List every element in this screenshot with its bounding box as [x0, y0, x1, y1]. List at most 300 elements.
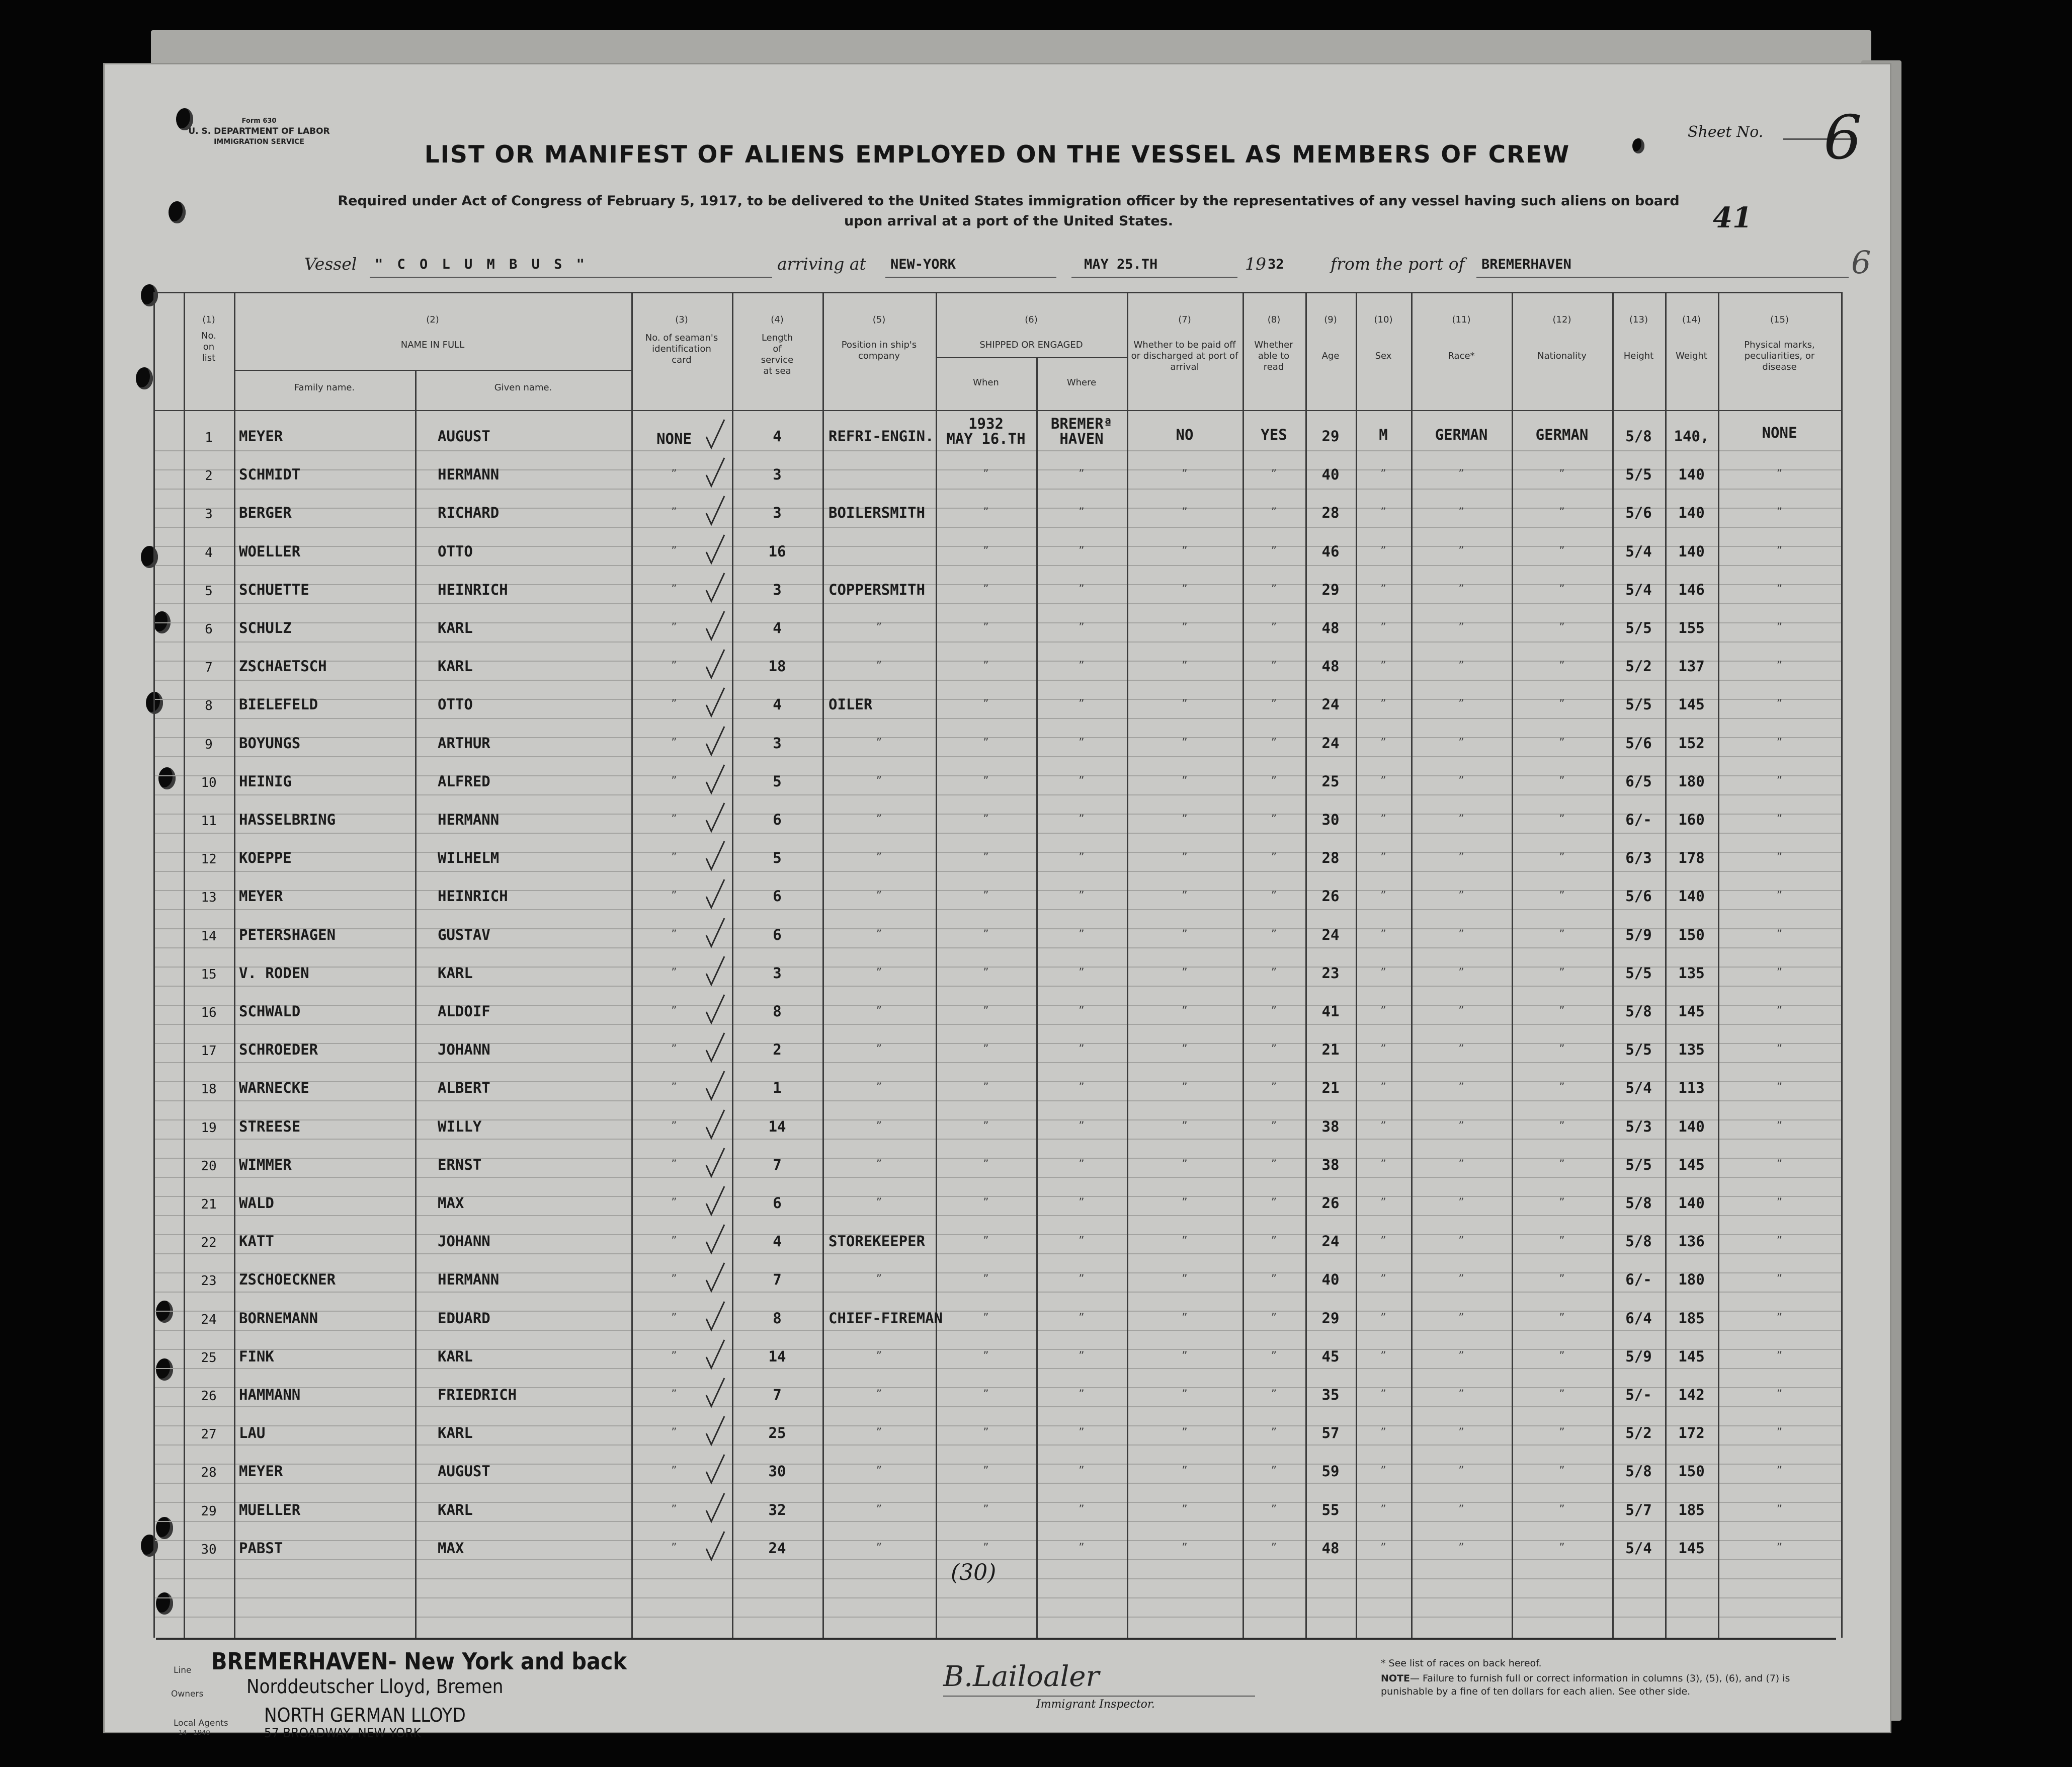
- family-name: HASSELBRING: [239, 811, 336, 828]
- row-rule: [153, 756, 1841, 757]
- weight: 180: [1678, 1271, 1705, 1288]
- row-rule: [153, 1483, 1841, 1484]
- punch-hole: [169, 201, 186, 223]
- ditto-mark: ”: [1559, 1542, 1565, 1554]
- age: 55: [1321, 1501, 1340, 1518]
- sheet-number: 6: [1824, 103, 1862, 173]
- ditto-mark: ”: [1776, 1312, 1783, 1324]
- age: 25: [1321, 773, 1340, 790]
- given-name: JOHANN: [438, 1041, 490, 1058]
- row-rule: [153, 680, 1841, 681]
- col7-number: (7): [1178, 314, 1191, 325]
- height: 5/-: [1625, 1386, 1652, 1403]
- ditto-mark: ”: [1182, 545, 1188, 557]
- ditto-mark: ”: [1182, 1043, 1188, 1056]
- ditto-mark: ”: [1380, 621, 1386, 634]
- given-name: ERNST: [438, 1156, 482, 1173]
- service-length: 4: [773, 1233, 782, 1250]
- weight: 150: [1678, 926, 1705, 943]
- corner-mark: 6: [1851, 244, 1871, 281]
- ditto-mark: ”: [671, 660, 677, 672]
- ditto-mark: ”: [1559, 1081, 1565, 1094]
- weight: 140: [1678, 466, 1705, 483]
- punch-hole: [141, 1535, 158, 1557]
- ditto-mark: ”: [1271, 1426, 1277, 1439]
- position-in-company: ”: [876, 1120, 882, 1133]
- age: 23: [1321, 965, 1340, 982]
- ditto-mark: ”: [1559, 698, 1565, 710]
- col4-header: [732, 314, 822, 377]
- ditto-mark: ”: [671, 506, 677, 519]
- family-name: ZSCHOECKNER: [239, 1271, 336, 1288]
- col11-label: Race*: [1448, 351, 1475, 361]
- col14-number: (14): [1682, 314, 1701, 325]
- height: 5/5: [1625, 965, 1652, 982]
- ditto-mark: ”: [1776, 1503, 1783, 1516]
- ditto-mark: ”: [1271, 1312, 1277, 1324]
- row-number: 2: [205, 468, 213, 484]
- age: 29: [1321, 581, 1340, 598]
- year-prefix: 19: [1245, 254, 1266, 274]
- ditto-mark: ”: [671, 1388, 677, 1401]
- service-length: 6: [773, 926, 782, 943]
- year-suffix: 32: [1268, 257, 1284, 272]
- age: 28: [1321, 504, 1340, 521]
- family-name: ZSCHAETSCH: [239, 658, 327, 675]
- weight: 135: [1678, 1041, 1705, 1058]
- position-in-company: CHIEF-FIREMAN: [828, 1310, 943, 1327]
- weight: 140: [1678, 1194, 1705, 1212]
- position-in-company: ”: [876, 660, 882, 672]
- age: 24: [1321, 926, 1340, 943]
- ditto-mark: ”: [1271, 660, 1277, 672]
- arrival-port: NEW-YORK: [890, 257, 956, 272]
- col6-label: SHIPPED OR ENGAGED: [979, 340, 1083, 350]
- ditto-mark: ”: [983, 1005, 989, 1017]
- ditto-mark: ”: [1559, 1043, 1565, 1056]
- arriving-label: arriving at: [777, 254, 866, 274]
- ditto-mark: ”: [1271, 851, 1277, 864]
- shipped-year: 1932: [968, 415, 1004, 432]
- given-name: EDUARD: [438, 1310, 490, 1327]
- col10-label: Sex: [1375, 351, 1392, 361]
- age: 46: [1321, 543, 1340, 560]
- table-top-border: [153, 292, 1841, 293]
- ditto-mark: ”: [1079, 1426, 1085, 1439]
- ditto-mark: ”: [1380, 1081, 1386, 1094]
- age: 24: [1321, 735, 1340, 752]
- ditto-mark: ”: [671, 1043, 677, 1056]
- row-number: 16: [201, 1005, 217, 1020]
- col5-header: [822, 314, 936, 362]
- row-number: 14: [201, 929, 217, 944]
- inspector-signature: B.Lailoaler: [943, 1660, 1100, 1693]
- line-value: BREMERHAVEN- New York and back: [211, 1648, 627, 1675]
- row-number: 24: [201, 1312, 217, 1327]
- ditto-mark: ”: [1380, 928, 1386, 941]
- ditto-mark: ”: [1271, 468, 1277, 480]
- service-length: 3: [773, 581, 782, 598]
- manifest-title: LIST OR MANIFEST OF ALIENS EMPLOYED ON THE VESSEL AS MEMBERS OF CREW: [424, 141, 1570, 169]
- ditto-mark: ”: [671, 737, 677, 749]
- ditto-mark: ”: [1380, 698, 1386, 710]
- height: 5/6: [1625, 504, 1652, 521]
- row-rule: [153, 1215, 1841, 1216]
- ditto-mark: ”: [983, 468, 989, 480]
- row-rule: [153, 1617, 1841, 1618]
- weight: 136: [1678, 1233, 1705, 1250]
- service-length: 3: [773, 965, 782, 982]
- ditto-mark: ”: [1559, 583, 1565, 596]
- position-in-company: ”: [876, 1465, 882, 1477]
- ditto-mark: ”: [1776, 1388, 1783, 1401]
- ditto-mark: ”: [1079, 1312, 1085, 1324]
- family-name: BERGER: [239, 504, 292, 521]
- ditto-mark: ”: [671, 621, 677, 634]
- row-number: 23: [201, 1273, 217, 1289]
- ditto-mark: ”: [671, 928, 677, 941]
- given-name: RICHARD: [438, 504, 500, 521]
- punch-hole: [136, 367, 153, 389]
- ditto-mark: ”: [983, 1235, 989, 1247]
- position-in-company: BOILERSMITH: [828, 504, 926, 521]
- ditto-mark: ”: [1776, 698, 1783, 710]
- height: 5/9: [1625, 1348, 1652, 1365]
- ditto-mark: ”: [1559, 775, 1565, 787]
- row-rule: [153, 718, 1841, 719]
- family-name: STREESE: [239, 1118, 301, 1135]
- age: 48: [1321, 1540, 1340, 1557]
- ditto-mark: ”: [1559, 1426, 1565, 1439]
- ditto-mark: ”: [1380, 545, 1386, 557]
- row-rule: [153, 794, 1841, 795]
- ditto-mark: ”: [1079, 660, 1085, 672]
- ditto-mark: ”: [1182, 1273, 1188, 1286]
- family-name: MEYER: [239, 428, 283, 445]
- col6-header: [936, 314, 1127, 351]
- ditto-mark: ”: [1380, 851, 1386, 864]
- agents-value-1: NORTH GERMAN LLOYD: [264, 1704, 466, 1726]
- service-length: 1: [773, 1079, 782, 1096]
- ditto-mark: ”: [1559, 1350, 1565, 1362]
- age: 40: [1321, 466, 1340, 483]
- shipped-date: MAY 16.TH: [946, 430, 1026, 447]
- col10-number: (10): [1374, 314, 1393, 325]
- ditto-mark: ”: [1380, 1120, 1386, 1133]
- ditto-mark: ”: [671, 1120, 677, 1133]
- row-rule: [153, 1559, 1841, 1560]
- row-rule: [153, 527, 1841, 528]
- date-underline: [1071, 277, 1237, 278]
- family-name: BIELEFELD: [239, 696, 318, 713]
- col6-number: (6): [1025, 314, 1038, 325]
- from-port-underline: [1476, 277, 1849, 278]
- row-number: 10: [201, 775, 217, 790]
- from-port-label: from the port of: [1331, 254, 1465, 274]
- position-in-company: ”: [876, 1426, 882, 1439]
- ditto-mark: ”: [1079, 928, 1085, 941]
- ditto-mark: ”: [1079, 1196, 1085, 1209]
- ditto-mark: ”: [1559, 737, 1565, 749]
- ditto-mark: ”: [671, 1081, 677, 1094]
- row-rule: [153, 1368, 1841, 1369]
- service-length: 7: [773, 1156, 782, 1173]
- ditto-mark: ”: [1271, 1465, 1277, 1477]
- family-name: SCHMIDT: [239, 466, 301, 483]
- form-service: IMMIGRATION SERVICE: [214, 138, 304, 146]
- given-name: KARL: [438, 1501, 473, 1518]
- ditto-mark: ”: [1776, 621, 1783, 634]
- ditto-mark: ”: [1271, 775, 1277, 787]
- position-in-company: ”: [876, 775, 882, 787]
- ditto-mark: ”: [1182, 737, 1188, 749]
- row-number: 22: [201, 1235, 217, 1250]
- ditto-mark: ”: [1776, 1158, 1783, 1171]
- row-rule: [153, 565, 1841, 566]
- ditto-mark: ”: [1079, 506, 1085, 519]
- race-value: GERMAN: [1435, 426, 1488, 443]
- weight: 180: [1678, 773, 1705, 790]
- ditto-mark: ”: [983, 1043, 989, 1056]
- manifest-sheet: [103, 63, 1891, 1741]
- ditto-mark: ”: [983, 851, 989, 864]
- ditto-mark: ”: [671, 813, 677, 826]
- race-note: * See list of races on back hereof.: [1381, 1658, 1542, 1669]
- vessel-label: Vessel: [304, 254, 357, 274]
- ditto-mark: ”: [1182, 1235, 1188, 1247]
- ditto-mark: ”: [1182, 1350, 1188, 1362]
- ditto-mark: ”: [1271, 506, 1277, 519]
- family-name: LAU: [239, 1424, 266, 1441]
- row-number: 1: [205, 430, 213, 445]
- ditto-mark: ”: [1458, 813, 1464, 826]
- ditto-mark: ”: [1380, 967, 1386, 979]
- family-name: WIMMER: [239, 1156, 292, 1173]
- col13-label: Height: [1623, 351, 1654, 361]
- position-in-company: ”: [876, 851, 882, 864]
- ditto-mark: ”: [1458, 506, 1464, 519]
- ditto-mark: ”: [1776, 890, 1783, 902]
- ditto-mark: ”: [1079, 1503, 1085, 1516]
- ditto-mark: ”: [1776, 1043, 1783, 1056]
- ditto-mark: ”: [671, 1158, 677, 1171]
- able-to-read-value: YES: [1261, 426, 1287, 443]
- page-mark: 41: [1713, 201, 1752, 234]
- row-rule: [153, 871, 1841, 872]
- family-name: BORNEMANN: [239, 1310, 318, 1327]
- ditto-mark: ”: [983, 621, 989, 634]
- ditto-mark: ”: [1079, 1043, 1085, 1056]
- ditto-mark: ”: [1182, 1426, 1188, 1439]
- age: 28: [1321, 849, 1340, 866]
- row-rule: [153, 1177, 1841, 1178]
- ditto-mark: ”: [1182, 468, 1188, 480]
- col12-label: Nationality: [1537, 351, 1587, 361]
- ditto-mark: ”: [1079, 1081, 1085, 1094]
- ditto-mark: ”: [1182, 851, 1188, 864]
- punch-hole: [156, 1358, 173, 1381]
- ditto-mark: ”: [983, 698, 989, 710]
- ditto-mark: ”: [1380, 1005, 1386, 1017]
- form-number: Form 630: [241, 117, 277, 125]
- weight: 172: [1678, 1424, 1705, 1441]
- col2-label: NAME IN FULL: [400, 340, 465, 350]
- row-number: 20: [201, 1159, 217, 1174]
- ditto-mark: ”: [1458, 698, 1464, 710]
- col8-number: (8): [1267, 314, 1281, 325]
- row-number: 15: [201, 967, 217, 982]
- age: 41: [1321, 1003, 1340, 1020]
- col4-number: (4): [771, 314, 784, 325]
- ditto-mark: ”: [1182, 660, 1188, 672]
- ditto-mark: ”: [1380, 583, 1386, 596]
- col1-label: No. on list: [201, 331, 216, 363]
- ditto-mark: ”: [1079, 1273, 1085, 1286]
- ditto-mark: ”: [1271, 1388, 1277, 1401]
- row-number: 17: [201, 1043, 217, 1059]
- column-rule: [153, 292, 155, 1638]
- col15-number: (15): [1770, 314, 1789, 325]
- height: 5/8: [1625, 1463, 1652, 1480]
- ditto-mark: ”: [1271, 1043, 1277, 1056]
- ditto-mark: ”: [1458, 851, 1464, 864]
- ditto-mark: ”: [1079, 967, 1085, 979]
- height: 5/2: [1625, 1424, 1652, 1441]
- position-in-company: ”: [876, 890, 882, 902]
- ditto-mark: ”: [671, 1542, 677, 1554]
- col1-header: [184, 314, 234, 364]
- weight: 145: [1678, 1348, 1705, 1365]
- ditto-mark: ”: [1380, 1043, 1386, 1056]
- ditto-mark: ”: [983, 1388, 989, 1401]
- family-name: SCHUETTE: [239, 581, 309, 598]
- weight: 145: [1678, 1540, 1705, 1557]
- given-name: AUGUST: [438, 428, 490, 445]
- row-rule: [153, 1578, 1841, 1579]
- ditto-mark: ”: [1458, 1503, 1464, 1516]
- ditto-mark: ”: [983, 1350, 989, 1362]
- given-name: JOHANN: [438, 1233, 490, 1250]
- form-department: U. S. DEPARTMENT OF LABOR: [188, 126, 330, 136]
- service-length: 5: [773, 849, 782, 866]
- ditto-mark: ”: [1271, 545, 1277, 557]
- when-header: When: [973, 377, 999, 388]
- given-name: GUSTAV: [438, 926, 490, 943]
- ditto-mark: ”: [1182, 1465, 1188, 1477]
- ditto-mark: ”: [671, 698, 677, 710]
- ditto-mark: ”: [1458, 967, 1464, 979]
- given-name: KARL: [438, 1348, 473, 1365]
- ditto-mark: ”: [1182, 1120, 1188, 1133]
- ditto-mark: ”: [1271, 1542, 1277, 1554]
- ditto-mark: ”: [1182, 1503, 1188, 1516]
- service-length: 4: [773, 696, 782, 713]
- position-in-company: ”: [876, 621, 882, 634]
- ditto-mark: ”: [1776, 545, 1783, 557]
- given-name: MAX: [438, 1194, 464, 1212]
- ditto-mark: ”: [1458, 737, 1464, 749]
- weight: 152: [1678, 735, 1705, 752]
- ditto-mark: ”: [1271, 583, 1277, 596]
- service-length: 7: [773, 1386, 782, 1403]
- position-in-company: ”: [876, 813, 882, 826]
- col13-header: [1612, 314, 1665, 362]
- family-name: SCHROEDER: [239, 1041, 318, 1058]
- ditto-mark: ”: [983, 1196, 989, 1209]
- age: 26: [1321, 1194, 1340, 1212]
- ditto-mark: ”: [671, 1273, 677, 1286]
- row-rule: [153, 1253, 1841, 1254]
- age: 45: [1321, 1348, 1340, 1365]
- height: 5/5: [1625, 696, 1652, 713]
- note-label: NOTE: [1381, 1673, 1410, 1684]
- position-in-company: ”: [876, 1158, 882, 1171]
- ditto-mark: ”: [1776, 928, 1783, 941]
- ditto-mark: ”: [1776, 1081, 1783, 1094]
- weight: 155: [1678, 619, 1705, 636]
- ditto-mark: ”: [1458, 1005, 1464, 1017]
- header-bottom-border: [153, 410, 1841, 411]
- weight: 113: [1678, 1079, 1705, 1096]
- age: 21: [1321, 1041, 1340, 1058]
- age: 38: [1321, 1156, 1340, 1173]
- row-rule: [153, 603, 1841, 604]
- ditto-mark: ”: [1271, 1235, 1277, 1247]
- ditto-mark: ”: [1380, 1426, 1386, 1439]
- age: 48: [1321, 619, 1340, 636]
- ditto-mark: ”: [1182, 1081, 1188, 1094]
- ditto-mark: ”: [1079, 698, 1085, 710]
- ditto-mark: ”: [1271, 737, 1277, 749]
- family-name: HAMMANN: [239, 1386, 301, 1403]
- ditto-mark: ”: [1559, 1503, 1565, 1516]
- ditto-mark: ”: [1182, 1005, 1188, 1017]
- age: 38: [1321, 1118, 1340, 1135]
- ditto-mark: ”: [983, 928, 989, 941]
- family-name: WARNECKE: [239, 1079, 309, 1096]
- ditto-mark: ”: [671, 890, 677, 902]
- ditto-mark: ”: [1458, 660, 1464, 672]
- family-name: MEYER: [239, 888, 283, 905]
- col9-label: Age: [1321, 351, 1340, 361]
- ditto-mark: ”: [671, 1312, 677, 1324]
- ditto-mark: ”: [1458, 928, 1464, 941]
- ditto-mark: ”: [671, 1350, 677, 1362]
- position-in-company: ”: [876, 1350, 882, 1362]
- ditto-mark: ”: [1559, 1196, 1565, 1209]
- position-in-company: ”: [876, 1542, 882, 1554]
- weight: 178: [1678, 849, 1705, 866]
- ditto-mark: ”: [1380, 660, 1386, 672]
- col10-header: [1356, 314, 1411, 362]
- ditto-mark: ”: [1182, 967, 1188, 979]
- shipped-where-line2: HAVEN: [1059, 430, 1104, 447]
- col7-label: Whether to be paid off or discharged at port of arrival: [1131, 340, 1238, 372]
- ditto-mark: ”: [1559, 468, 1565, 480]
- family-name: HEINIG: [239, 773, 292, 790]
- paid-off-value: NO: [1176, 426, 1194, 443]
- service-length: 14: [768, 1348, 786, 1365]
- row-rule: [153, 1330, 1841, 1331]
- height: 5/4: [1625, 543, 1652, 560]
- punch-hole: [156, 1592, 173, 1615]
- weight: 145: [1678, 1003, 1705, 1020]
- ditto-mark: ”: [1271, 890, 1277, 902]
- name-subheader-border: [234, 370, 631, 371]
- height: 5/8: [1625, 1003, 1652, 1020]
- punch-hole: [141, 284, 158, 306]
- service-length: 14: [768, 1118, 786, 1135]
